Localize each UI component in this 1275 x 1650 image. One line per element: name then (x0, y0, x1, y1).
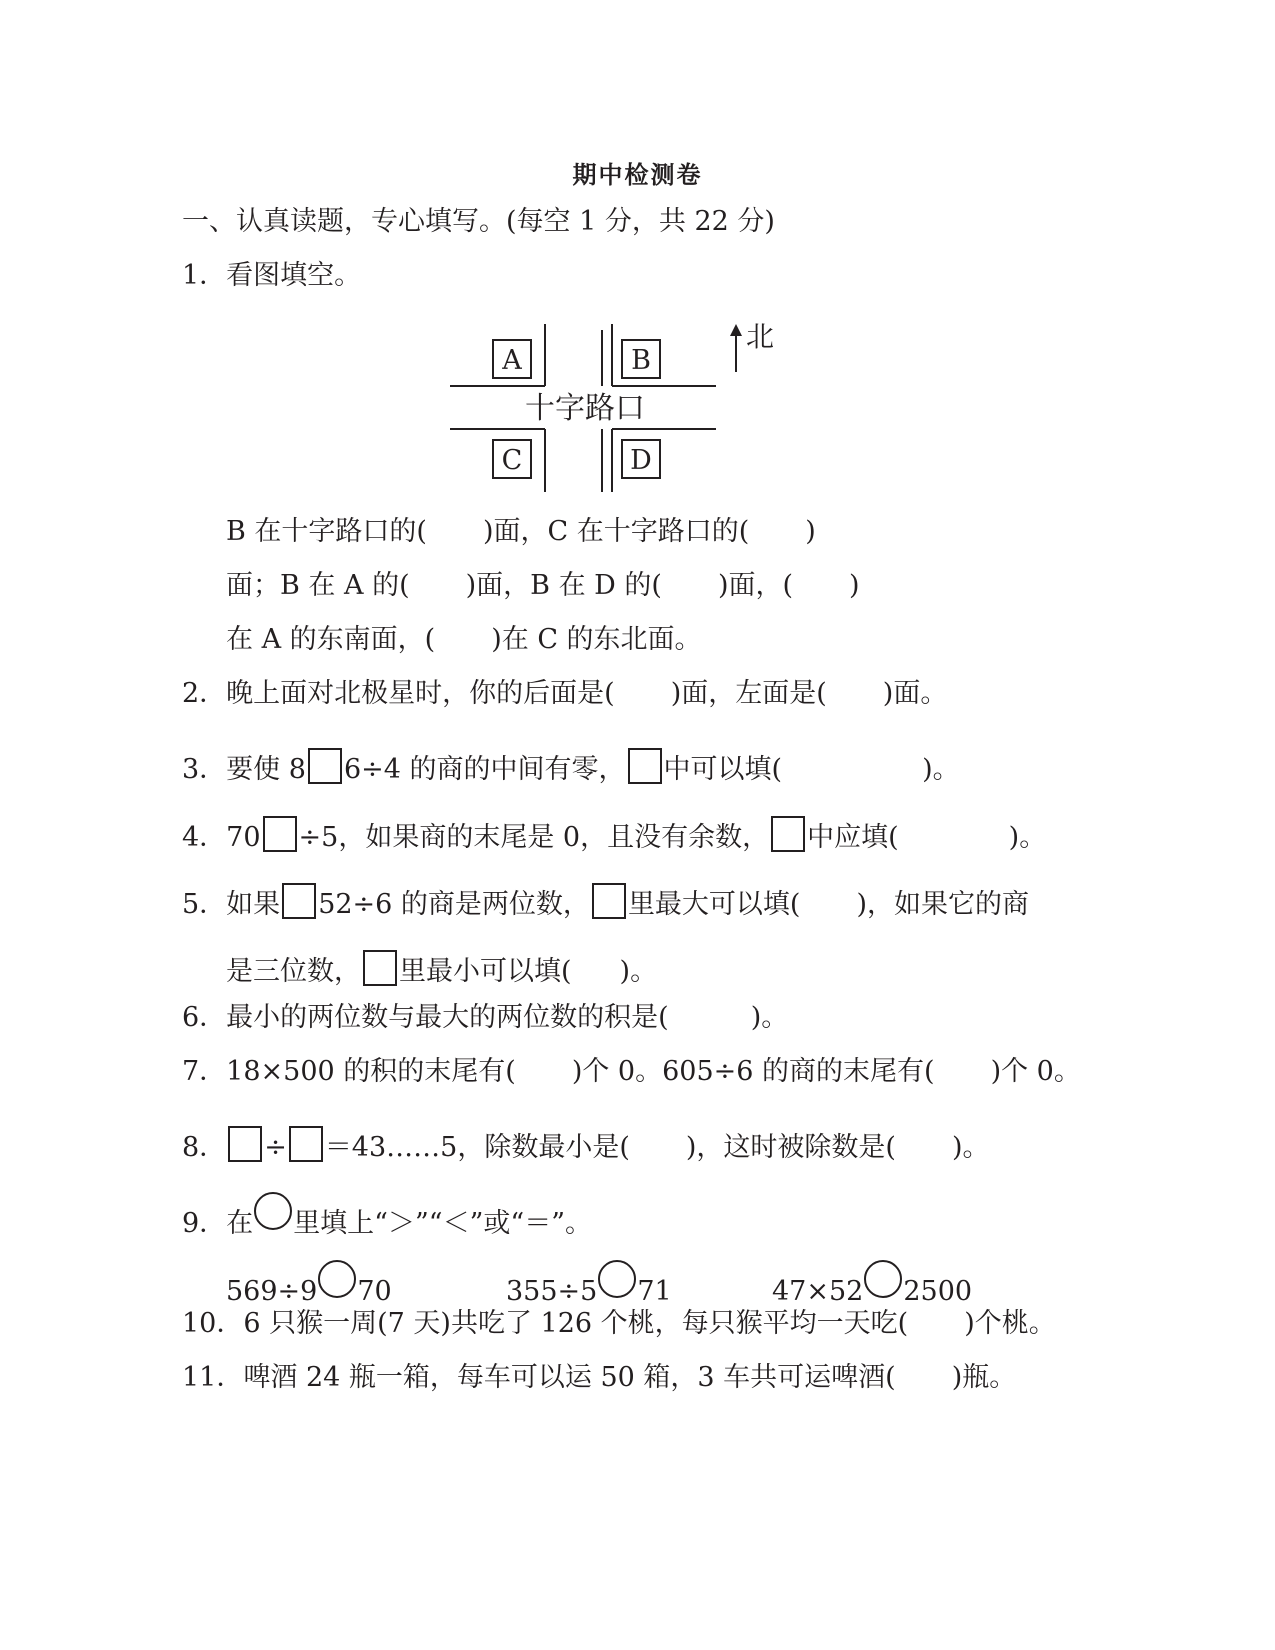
question-10: 10．6 只猴一周(7 天)共吃了 126 个桃，每只猴平均一天吃( )个桃。 (182, 1308, 1056, 1339)
blank-box[interactable] (592, 883, 626, 919)
blank-box[interactable] (228, 1126, 262, 1162)
compare-circle[interactable] (598, 1260, 636, 1298)
question-11: 11．啤酒 24 瓶一箱，每车可以运 50 箱，3 车共可运啤酒( )瓶。 (182, 1362, 1017, 1393)
blank-box[interactable] (363, 950, 397, 986)
crossroad-diagram (450, 322, 790, 494)
q1-stem: 1．看图填空。 (182, 260, 362, 291)
question-6: 6．最小的两位数与最大的两位数的积是( )。 (182, 1002, 789, 1033)
question-7: 7．18×500 的积的末尾有( )个 0。605÷6 的商的末尾有( )个 0。 (182, 1056, 1081, 1087)
q1-line1: B 在十字路口的( )面，C 在十字路口的( ) (226, 516, 816, 547)
q9-comparison-3: 47×52 2500 (772, 1260, 972, 1305)
compare-circle[interactable] (864, 1260, 902, 1298)
label-a: A (502, 345, 522, 376)
label-d: D (630, 445, 652, 476)
question-8: 8． ÷ ＝43……5，除数最小是( )，这时被除数是( )。 (182, 1126, 990, 1162)
blank-box[interactable] (282, 883, 316, 919)
question-5-line1: 5．如果 52÷6 的商是两位数， 里最大可以填( )，如果它的商 (182, 883, 1029, 919)
q9-comparison-1: 569÷9 70 (226, 1260, 392, 1305)
section-heading: 一、认真读题，专心填写。(每空 1 分，共 22 分) (182, 206, 775, 237)
q1-line2: 面；B 在 A 的( )面，B 在 D 的( )面，( ) (226, 570, 860, 601)
blank-box[interactable] (289, 1126, 323, 1162)
q1-line3: 在 A 的东南面，( )在 C 的东北面。 (226, 624, 702, 655)
question-9: 9．在 里填上“＞”“＜”或“＝”。 (182, 1192, 592, 1237)
label-b: B (631, 345, 651, 376)
question-4: 4．70 ÷5，如果商的末尾是 0，且没有余数， 中应填( )。 (182, 816, 1046, 852)
compare-circle[interactable] (254, 1192, 292, 1230)
blank-box[interactable] (771, 816, 805, 852)
north-label: 北 (745, 322, 775, 353)
page-title: 期中检测卷 (572, 161, 703, 189)
compare-circle[interactable] (318, 1260, 356, 1298)
crossroad-label: 十字路口 (525, 391, 645, 426)
label-c: C (501, 445, 523, 476)
north-arrow-head (730, 324, 742, 336)
question-5-line2: 是三位数， 里最小可以填( )。 (226, 950, 657, 986)
blank-box[interactable] (628, 748, 662, 784)
question-2: 2．晚上面对北极星时，你的后面是( )面，左面是( )面。 (182, 678, 948, 709)
q9-comparison-2: 355÷5 71 (506, 1260, 672, 1305)
blank-box[interactable] (263, 816, 297, 852)
blank-box[interactable] (308, 748, 342, 784)
question-3: 3．要使 8 6÷4 的商的中间有零， 中可以填( )。 (182, 748, 960, 784)
